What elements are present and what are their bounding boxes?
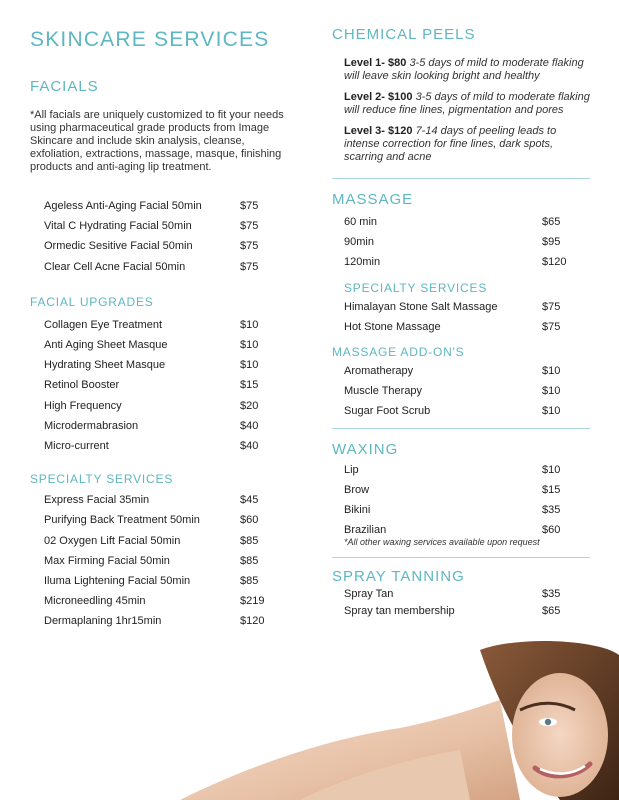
item-name: Micro-current [44,439,109,452]
list-item [30,551,285,571]
list-item [332,361,590,381]
woman-photo [0,640,619,800]
item-name: Muscle Therapy [344,385,423,398]
peel-description: 7-14 days of peeling leads to intense correction for fine lines, dark spots, scarring and acne [344,125,557,163]
chemical-peels-heading: CHEMICAL PEELS [332,26,476,43]
item-price: $20 [240,399,259,412]
item-price: $75 [240,260,259,273]
list-item [332,252,590,272]
list-item [30,315,285,335]
massage-specialty-heading: SPECIALTY SERVICES [344,280,488,295]
list-item [30,510,285,530]
item-name: 60 min [344,216,378,229]
specialty-services-heading: SPECIALTY SERVICES [30,472,174,487]
item-price: $60 [542,524,561,537]
waxing-note: *All other waxing services available upon request [344,537,540,548]
item-name: High Frequency [44,399,122,412]
left-column [30,28,285,631]
list-item [30,335,285,355]
peel-level: Level 2- $100 [344,91,413,103]
list-item [332,212,590,232]
specialty-services-list [30,490,285,631]
item-price: $85 [240,534,259,547]
upgrades-heading: FACIAL UPGRADES [30,294,154,309]
upgrades-list [30,315,285,456]
item-price: $45 [240,494,259,507]
list-item [30,490,285,510]
list-item [332,317,590,337]
item-price: $10 [240,339,259,352]
item-price: $35 [542,503,561,516]
item-price: $10 [542,365,561,378]
spray-tanning-heading: SPRAY TANNING [332,568,465,586]
list-item [30,416,285,436]
list-item [332,232,590,252]
item-name: Clear Cell Acne Facial [44,260,153,273]
list-item [332,297,590,317]
item-price: $40 [240,439,259,452]
item-name: Microdermabrasion [44,419,139,432]
peel-level-1 [344,57,590,83]
facials-list [30,196,285,277]
item-name: Hot Stone Massage [344,320,441,333]
item-name: Aromatherapy [344,365,414,378]
item-name: Brazilian [344,524,387,537]
item-name: Microneedling 45min [44,595,146,608]
item-price: $10 [240,359,259,372]
massage-addons-heading: MASSAGE ADD-ON'S [332,344,465,359]
list-item [30,591,285,611]
peel-level: Level 3- $120 [344,125,413,137]
massage-list [332,212,590,273]
item-price: $95 [542,236,561,249]
item-price: $75 [542,320,561,333]
item-duration: 50min [162,240,193,253]
item-duration: 50min [155,260,186,273]
item-name: Anti Aging Sheet Masque [44,339,168,352]
list-item [30,530,285,550]
item-name: Sugar Foot Scrub [344,405,431,418]
massage-specialty-list [332,297,590,337]
peel-level: Level 1- $80 [344,57,407,69]
item-name: 02 Oxygen Lift Facial 50min [44,534,181,547]
item-price: $65 [542,216,561,229]
list-item [30,236,285,256]
item-price: $15 [240,379,259,392]
item-price: $10 [542,463,561,476]
peel-description: 3-5 days of mild to moderate flaking will leave skin looking bright and healthy [344,57,584,82]
item-price: $35 [542,587,561,600]
item-name: Brow [344,483,370,496]
item-name: Ormedic Sesitive Facial [44,240,160,253]
item-price: $10 [542,405,561,418]
waxing-list [332,460,590,541]
peel-level-2 [344,91,590,117]
item-price: $75 [240,200,259,213]
item-price: $120 [542,256,567,269]
item-price: $219 [240,595,265,608]
massage-addons-list [332,361,590,422]
item-name: Vital C Hydrating Facial [44,220,159,233]
item-name: Express Facial 35min [44,494,150,507]
list-item [332,401,590,421]
item-price: $85 [240,554,259,567]
item-name: Spray tan membership [344,604,455,617]
item-price: $15 [542,483,561,496]
waxing-heading: WAXING [332,440,399,458]
item-price: $120 [240,615,265,628]
peel-description: 3-5 days of mild to moderate flaking will reduce fine lines, pigmentation and pores [344,91,590,116]
item-name: 90min [344,236,374,249]
item-price: $75 [240,240,259,253]
item-name: Lip [344,463,359,476]
item-name: Iluma Lightening Facial 50min [44,574,191,587]
item-price: $10 [240,318,259,331]
item-duration: 50min [161,220,192,233]
item-name: Spray Tan [344,587,394,600]
list-item [332,500,590,520]
item-price: $75 [542,300,561,313]
item-name: Purifying Back Treatment 50min [44,514,200,527]
list-item [30,611,285,631]
list-item [30,571,285,591]
item-name: Retinol Booster [44,379,120,392]
list-item [30,216,285,236]
list-item [332,585,590,602]
facials-heading: FACIALS [30,78,99,95]
item-price: $65 [542,604,561,617]
facials-note: *All facials are uniquely customized to fit your needs using pharmaceutical grade products from Image Skincare and include skin analysis, cleanse, exfoliation, extractions, massage, masque, finishing products and anti-aging lip treatment. [30,109,284,173]
item-duration: 50min [171,200,202,213]
peel-level-3 [344,125,590,164]
item-price: $85 [240,574,259,587]
item-price: $40 [240,419,259,432]
list-item [30,196,285,216]
item-price: $75 [240,220,259,233]
item-name: Max Firming Facial 50min [44,554,170,567]
massage-heading: MASSAGE [332,191,414,208]
item-name: 120min [344,256,381,269]
item-name: Dermaplaning 1hr15min [44,615,162,628]
list-item [30,257,285,277]
list-item [30,396,285,416]
right-column [332,26,590,619]
item-price: $10 [542,385,561,398]
list-item [332,480,590,500]
page-title: SKINCARE SERVICES [30,28,270,51]
spray-tanning-list [332,585,590,619]
list-item [332,602,590,619]
list-item [30,375,285,395]
list-item [332,460,590,480]
list-item [30,355,285,375]
item-price: $60 [240,514,259,527]
item-name: Bikini [344,503,371,516]
item-name: Ageless Anti-Aging Facial [44,200,169,213]
list-item [332,381,590,401]
list-item [30,436,285,456]
item-name: Collagen Eye Treatment [44,318,163,331]
item-name: Himalayan Stone Salt Massage [344,300,498,313]
item-name: Hydrating Sheet Masque [44,359,166,372]
